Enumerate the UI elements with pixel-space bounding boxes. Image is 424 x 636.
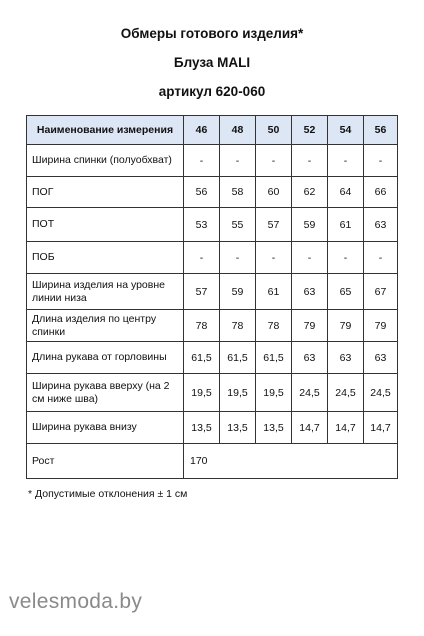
measurement-value-cell: 65	[328, 274, 364, 310]
measurement-value-cell: 62	[292, 177, 328, 208]
measurement-value-cell: 19,5	[256, 374, 292, 412]
article-number: артикул 620-060	[158, 84, 266, 99]
measurement-value-cell: 79	[328, 310, 364, 342]
measurement-value-cell: -	[220, 242, 256, 274]
measurement-value-cell: 14,7	[328, 412, 364, 444]
measurement-name-cell: ПОТ	[27, 208, 184, 242]
table-row	[27, 145, 398, 177]
measurement-value-cell: -	[292, 145, 328, 177]
measurement-value-cell: 78	[184, 310, 220, 342]
header-size: 56	[364, 116, 398, 145]
height-label-cell: Рост	[27, 444, 184, 479]
measurement-value-cell: -	[220, 145, 256, 177]
measurement-value-cell: 56	[184, 177, 220, 208]
measurement-value-cell: -	[256, 242, 292, 274]
measurement-value-cell: 57	[184, 274, 220, 310]
measurement-name-cell: Длина рукава от горловины	[27, 342, 184, 374]
measurement-value-cell: 79	[292, 310, 328, 342]
tolerance-note: * Допустимые отклонения ± 1 см	[28, 488, 188, 500]
measurement-value-cell: 19,5	[184, 374, 220, 412]
table-header-row	[27, 116, 398, 145]
measurement-value-cell: -	[328, 145, 364, 177]
measurement-value-cell: 66	[364, 177, 398, 208]
measurement-name-cell: ПОБ	[27, 242, 184, 274]
measurement-value-cell: 24,5	[364, 374, 398, 412]
measurement-value-cell: 24,5	[328, 374, 364, 412]
table-row-height	[27, 444, 398, 479]
measurement-value-cell: 19,5	[220, 374, 256, 412]
header-size: 46	[184, 116, 220, 145]
measurement-name-cell: Ширина рукава внизу	[27, 412, 184, 444]
measurement-value-cell: 61,5	[256, 342, 292, 374]
header-size: 48	[220, 116, 256, 145]
height-value-cell: 170	[184, 444, 398, 479]
page-title: Обмеры готового изделия*	[120, 26, 304, 41]
measurement-value-cell: -	[364, 242, 398, 274]
table-row	[27, 374, 398, 412]
measurement-value-cell: 60	[256, 177, 292, 208]
measurement-value-cell: 58	[220, 177, 256, 208]
measurement-value-cell: 61,5	[184, 342, 220, 374]
measurement-name-cell: Ширина рукава вверху (на 2 см ниже шва)	[27, 374, 184, 412]
product-name: Блуза MALI	[173, 55, 251, 70]
measurement-value-cell: 24,5	[292, 374, 328, 412]
header-measurement-name: Наименование измерения	[27, 116, 184, 145]
measurement-name-cell: ПОГ	[27, 177, 184, 208]
measurement-name-cell: Ширина изделия на уровне линии низа	[27, 274, 184, 310]
measurement-value-cell: 59	[220, 274, 256, 310]
measurement-value-cell: 14,7	[292, 412, 328, 444]
measurement-value-cell: 67	[364, 274, 398, 310]
measurement-value-cell: 55	[220, 208, 256, 242]
header-size: 52	[292, 116, 328, 145]
measurement-value-cell: 63	[364, 208, 398, 242]
measurements-table	[26, 115, 398, 479]
measurement-value-cell: 64	[328, 177, 364, 208]
measurement-value-cell: -	[364, 145, 398, 177]
measurement-value-cell: 13,5	[220, 412, 256, 444]
measurement-value-cell: 63	[292, 342, 328, 374]
measurement-value-cell: 57	[256, 208, 292, 242]
measurement-name-cell: Длина изделия по центру спинки	[27, 310, 184, 342]
header-size: 54	[328, 116, 364, 145]
measurement-value-cell: 78	[220, 310, 256, 342]
measurement-value-cell: 61	[256, 274, 292, 310]
measurement-value-cell: 63	[364, 342, 398, 374]
measurement-value-cell: 61	[328, 208, 364, 242]
table-row	[27, 274, 398, 310]
table-row	[27, 310, 398, 342]
measurement-value-cell: 78	[256, 310, 292, 342]
header-size: 50	[256, 116, 292, 145]
measurement-value-cell: 79	[364, 310, 398, 342]
measurement-value-cell: -	[256, 145, 292, 177]
measurement-value-cell: 61,5	[220, 342, 256, 374]
table-row	[27, 177, 398, 208]
measurement-value-cell: 13,5	[184, 412, 220, 444]
measurement-value-cell: -	[184, 145, 220, 177]
measurement-name-cell: Ширина спинки (полуобхват)	[27, 145, 184, 177]
table-row	[27, 412, 398, 444]
measurement-value-cell: 63	[328, 342, 364, 374]
measurement-value-cell: -	[292, 242, 328, 274]
measurement-value-cell: 63	[292, 274, 328, 310]
table-row	[27, 208, 398, 242]
measurement-value-cell: 59	[292, 208, 328, 242]
table-row	[27, 342, 398, 374]
measurement-value-cell: 14,7	[364, 412, 398, 444]
measurement-value-cell: -	[184, 242, 220, 274]
measurement-value-cell: 53	[184, 208, 220, 242]
measurement-value-cell: -	[328, 242, 364, 274]
site-watermark: velesmoda.by	[9, 590, 143, 613]
measurement-value-cell: 13,5	[256, 412, 292, 444]
table-row	[27, 242, 398, 274]
